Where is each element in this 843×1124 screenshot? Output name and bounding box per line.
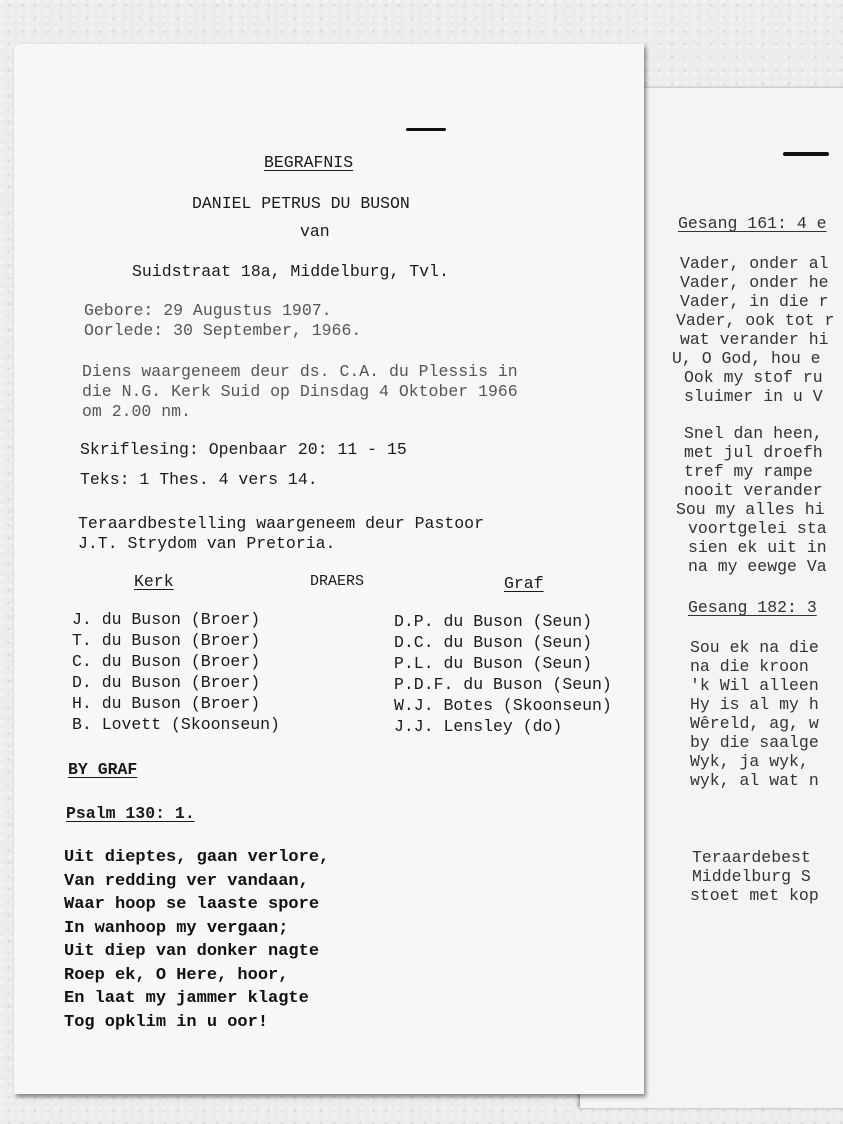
hymn-161-heading: Gesang 161: 4 e bbox=[678, 214, 827, 233]
verse-line: na die kroon bbox=[690, 657, 809, 676]
verse-line: wyk, al wat n bbox=[690, 771, 819, 790]
burial-line-1: Teraardbestelling waargeneem deur Pastoor bbox=[78, 514, 484, 533]
verse-line: Roep ek, O Here, hoor, bbox=[64, 965, 289, 985]
verse-line: Vader, in die r bbox=[680, 292, 829, 311]
list-item: P.L. du Buson (Seun) bbox=[394, 654, 593, 673]
psalm-heading: Psalm 130: 1. bbox=[66, 804, 195, 823]
verse-line: by die saalge bbox=[690, 733, 819, 752]
verse-line: na my eewge Va bbox=[688, 557, 827, 576]
list-item: D.P. du Buson (Seun) bbox=[394, 612, 593, 631]
list-item: W.J. Botes (Skoonseun) bbox=[394, 696, 612, 715]
van-label: van bbox=[300, 222, 330, 241]
verse-line: wat verander hi bbox=[680, 330, 829, 349]
hymn-182-heading: Gesang 182: 3 bbox=[688, 598, 817, 617]
verse-line: 'k Wil alleen bbox=[690, 676, 819, 695]
verse-line: U, O God, hou e bbox=[672, 349, 821, 368]
closing-line: Middelburg S bbox=[692, 867, 811, 886]
verse-line: Snel dan heen, bbox=[684, 424, 823, 443]
death-date: Oorlede: 30 September, 1966. bbox=[84, 321, 362, 340]
list-item: T. du Buson (Broer) bbox=[72, 631, 261, 650]
verse-line: Uit dieptes, gaan verlore, bbox=[64, 848, 330, 867]
verse-line: nooit verander bbox=[684, 481, 823, 500]
deceased-name: DANIEL PETRUS DU BUSON bbox=[192, 194, 410, 213]
burial-line-2: J.T. Strydom van Pretoria. bbox=[78, 534, 336, 553]
verse-line: Hy is al my h bbox=[690, 695, 819, 714]
verse-line: sien ek uit in bbox=[688, 538, 827, 557]
service-line-2: die N.G. Kerk Suid op Dinsdag 4 Oktober 1966 bbox=[82, 382, 518, 401]
verse-line: In wanhoop my vergaan; bbox=[64, 918, 289, 938]
list-item: H. du Buson (Broer) bbox=[72, 694, 261, 713]
draers-heading: DRAERS bbox=[310, 573, 365, 590]
service-line-3: om 2.00 nm. bbox=[82, 402, 191, 421]
graf-heading: Graf bbox=[504, 574, 544, 593]
verse-line: Wyk, ja wyk, bbox=[690, 752, 809, 771]
verse-line: sluimer in u V bbox=[684, 387, 823, 406]
verse-line: Sou ek na die bbox=[690, 638, 819, 657]
verse-line: Van redding ver vandaan, bbox=[64, 871, 309, 891]
verse-line: En laat my jammer klagte bbox=[64, 989, 309, 1008]
list-item: J. du Buson (Broer) bbox=[72, 610, 261, 629]
list-item: B. Lovett (Skoonseun) bbox=[72, 715, 280, 734]
kerk-heading: Kerk bbox=[134, 572, 174, 591]
verse-line: Vader, onder he bbox=[680, 273, 829, 292]
address: Suidstraat 18a, Middelburg, Tvl. bbox=[132, 262, 449, 281]
scripture-reading: Skriflesing: Openbaar 20: 11 - 15 bbox=[80, 440, 407, 459]
sermon-text: Teks: 1 Thes. 4 vers 14. bbox=[80, 470, 318, 489]
list-item: D. du Buson (Broer) bbox=[72, 673, 261, 692]
verse-line: Tog opklim in u oor! bbox=[64, 1012, 269, 1032]
verse-line: Vader, ook tot r bbox=[676, 311, 835, 330]
list-item: P.D.F. du Buson (Seun) bbox=[394, 675, 612, 694]
verse-line: Waar hoop se laaste spore bbox=[64, 895, 320, 914]
verse-line: Sou my alles hi bbox=[676, 500, 825, 519]
verse-line: tref my rampe bbox=[684, 462, 813, 481]
verse-line: met jul droefh bbox=[684, 443, 823, 462]
verse-line: voortgelei sta bbox=[688, 519, 827, 538]
verse-line: Vader, onder al bbox=[680, 254, 829, 273]
list-item: C. du Buson (Broer) bbox=[72, 652, 261, 671]
service-line-1: Diens waargeneem deur ds. C.A. du Plessis in bbox=[82, 362, 518, 381]
verse-line: Uit diep van donker nagte bbox=[64, 942, 320, 961]
verse-line: Wêreld, ag, w bbox=[690, 714, 819, 733]
page-title: BEGRAFNIS bbox=[264, 153, 354, 172]
birth-date: Gebore: 29 Augustus 1907. bbox=[84, 301, 332, 320]
closing-line: stoet met kop bbox=[690, 886, 819, 905]
list-item: J.J. Lensley (do) bbox=[394, 717, 563, 736]
by-graf-heading: BY GRAF bbox=[68, 760, 138, 779]
closing-line: Teraardebest bbox=[692, 848, 811, 867]
list-item: D.C. du Buson (Seun) bbox=[394, 633, 593, 652]
verse-line: Ook my stof ru bbox=[684, 368, 823, 387]
